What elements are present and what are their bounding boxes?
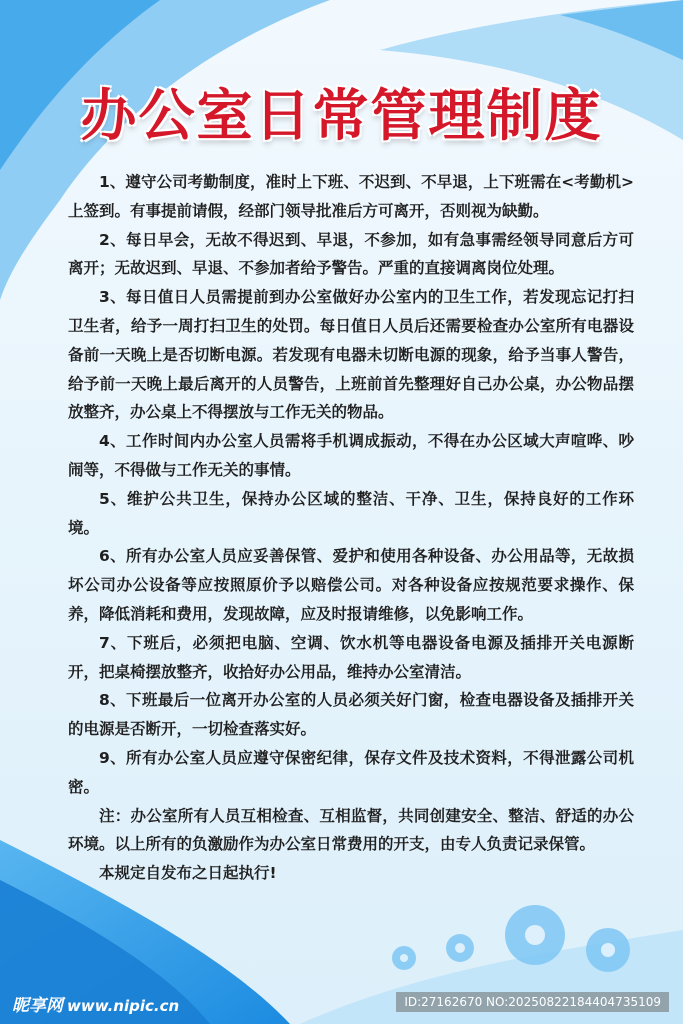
paragraph-4: 4、工作时间内办公室人员需将手机调成振动，不得在办公区域大声喧哗、吵闹等，不得做与工作无关的事情。 [68, 432, 634, 479]
paragraph-5: 5、维护公共卫生，保持办公区域的整洁、干净、卫生，保持良好的工作环境。 [68, 489, 634, 537]
paragraph-9: 9、所有办公室人员应遵守保密纪律，保存文件及技术资料，不得泄露公司机密。 [68, 748, 634, 796]
paragraph-2: 2、每日早会，无故不得迟到、早退，不参加，如有急事需经领导同意后方可离开；无故迟到、早退、不参加者给予警告。严重的直接调离岗位处理。 [68, 230, 634, 278]
regulation-body [68, 168, 634, 888]
paragraph-7: 7、下班后，必须把电脑、空调、饮水机等电器设备电源及插排开关电源断开，把桌椅摆放整齐，收拾好办公用品，维持办公室清洁。 [68, 633, 634, 681]
site-watermark [12, 991, 179, 1016]
watermark-brand: 昵享网 [12, 996, 63, 1016]
watermark-url: www.nipic.cn [67, 997, 180, 1015]
paragraph-6: 6、所有办公室人员应妥善保管、爱护和使用各种设备、办公用品等，无故损坏公司办公设备等应按照原价予以赔偿公司。对各种设备应按规范要求操作、保养，降低消耗和费用，发现故障，应及时报请维修，以免影响工作。 [68, 547, 634, 623]
note-paragraph: 注：办公室所有人员互相检查、互相监督，共同创建安全、整洁、舒适的办公环境。以上所有的负激励作为办公室日常费用的开支，由专人负责记录保管。 [68, 806, 634, 854]
effective-statement: 本规定自发布之日起执行! [99, 864, 277, 883]
page-title: 办公室日常管理制度 [80, 84, 603, 149]
paragraph-8: 8、下班最后一位离开办公室的人员必须关好门窗，检查电器设备及插排开关的电源是否断开，一切检查落实好。 [68, 691, 634, 739]
paragraph-1: 1、遵守公司考勤制度，准时上下班、不迟到、不早退，上下班需在<考勤机>上签到。有事提前请假，经部门领导批准后方可离开，否则视为缺勤。 [68, 173, 634, 220]
image-id-label: ID:27162670 NO:20250822184404735109 [396, 992, 669, 1012]
paragraph-3: 3、每日值日人员需提前到办公室做好办公室内的卫生工作，若发现忘记打扫卫生者，给予一周打扫卫生的处罚。每日值日人员后还需要检查办公室所有电器设备前一天晚上是否切断电源。若发现有电器未切断电源的现象，给予当事人警告，给予前一天晚上最后离开的人员警告，上班前首先整理好自己办公桌，办公物品摆放整齐，办公桌上不得摆放与工作无关的物品。 [68, 288, 634, 422]
